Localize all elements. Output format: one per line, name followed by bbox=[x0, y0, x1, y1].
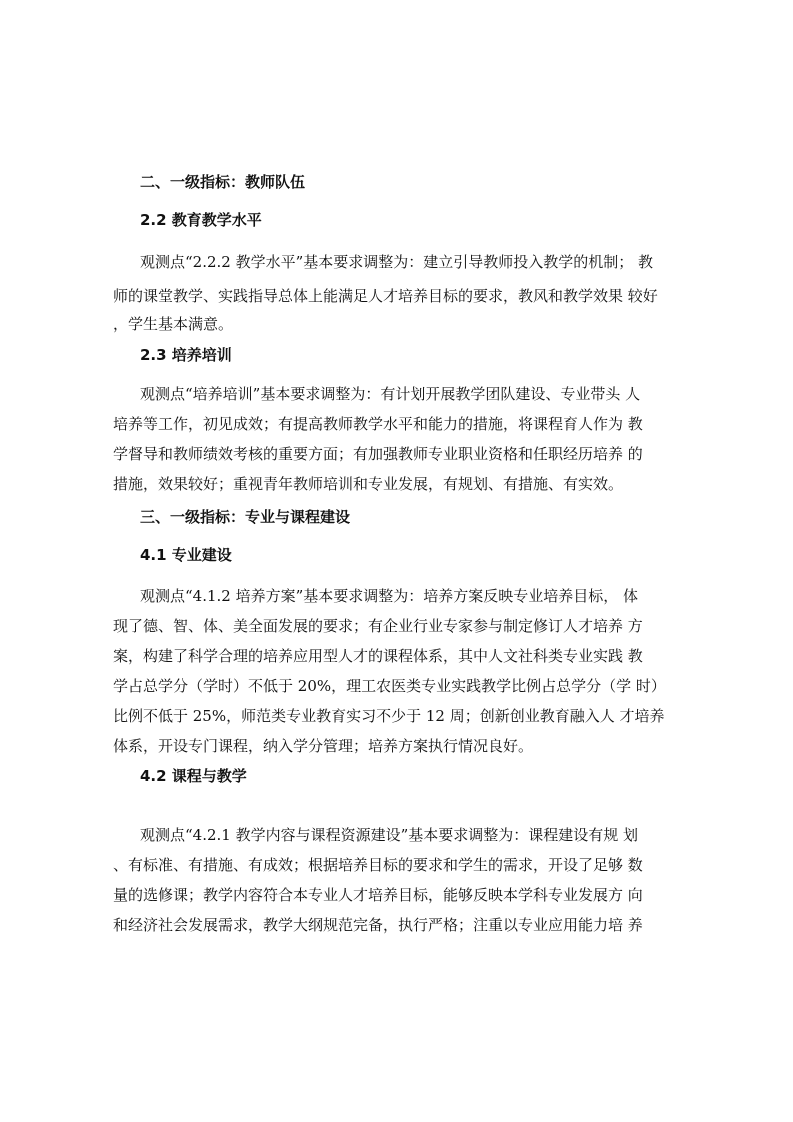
subheading-4-2: 4.2 课程与教学 bbox=[140, 767, 247, 785]
paragraph-line: 观测点“4.2.1 教学内容与课程资源建设”基本要求调整为：课程建设有规 划 bbox=[140, 826, 639, 844]
paragraph-line: 观测点“4.1.2 培养方案”基本要求调整为：培养方案反映专业培养目标， 体 bbox=[140, 587, 639, 605]
paragraph-line: 体系，开设专门课程，纳入学分管理；培养方案执行情况良好。 bbox=[113, 737, 534, 755]
paragraph-line: ，学生基本满意。 bbox=[113, 315, 234, 333]
paragraph-line: 量的选修课；教学内容符合本专业人才培养目标，能够反映本学科专业发展方 向 bbox=[113, 886, 643, 904]
subheading-2-2: 2.2 教育教学水平 bbox=[140, 211, 262, 229]
paragraph-line: 比例不低于 25%，师范类专业教育实习不少于 12 周；创新创业教育融入人 才培养 bbox=[113, 707, 665, 725]
paragraph-line: 、有标准、有措施、有成效；根据培养目标的要求和学生的需求，开设了足够 数 bbox=[113, 856, 643, 874]
paragraph-line: 措施，效果较好；重视青年教师培训和专业发展，有规划、有措施、有实效。 bbox=[113, 475, 624, 493]
paragraph-line: 师的课堂教学、实践指导总体上能满足人才培养目标的要求，教风和教学效果 较好 bbox=[113, 287, 658, 305]
paragraph-line: 观测点“2.2.2 教学水平”基本要求调整为：建立引导教师投入教学的机制； 教 bbox=[140, 253, 654, 271]
paragraph-line: 现了德、智、体、美全面发展的要求；有企业行业专家参与制定修订人才培养 方 bbox=[113, 617, 643, 635]
section-heading-teachers: 二、一级指标：教师队伍 bbox=[140, 173, 306, 191]
paragraph-line: 学占总学分（学时）不低于 20%，理工农医类专业实践教学比例占总学分（学 时） bbox=[113, 677, 666, 695]
section-heading-majors-courses: 三、一级指标：专业与课程建设 bbox=[140, 508, 351, 526]
paragraph-line: 案，构建了科学合理的培养应用型人才的课程体系，其中人文社科类专业实践 教 bbox=[113, 647, 643, 665]
subheading-4-1: 4.1 专业建设 bbox=[140, 546, 232, 564]
paragraph-line: 培养等工作，初见成效；有提高教师教学水平和能力的措施，将课程育人作为 教 bbox=[113, 415, 643, 433]
paragraph-line: 和经济社会发展需求，教学大纲规范完备，执行严格；注重以专业应用能力培 养 bbox=[113, 916, 643, 934]
paragraph-line: 观测点“培养培训”基本要求调整为：有计划开展教学团队建设、专业带头 人 bbox=[140, 385, 641, 403]
paragraph-line: 学督导和教师绩效考核的重要方面；有加强教师专业职业资格和任职经历培养 的 bbox=[113, 445, 643, 463]
subheading-2-3: 2.3 培养培训 bbox=[140, 346, 232, 364]
